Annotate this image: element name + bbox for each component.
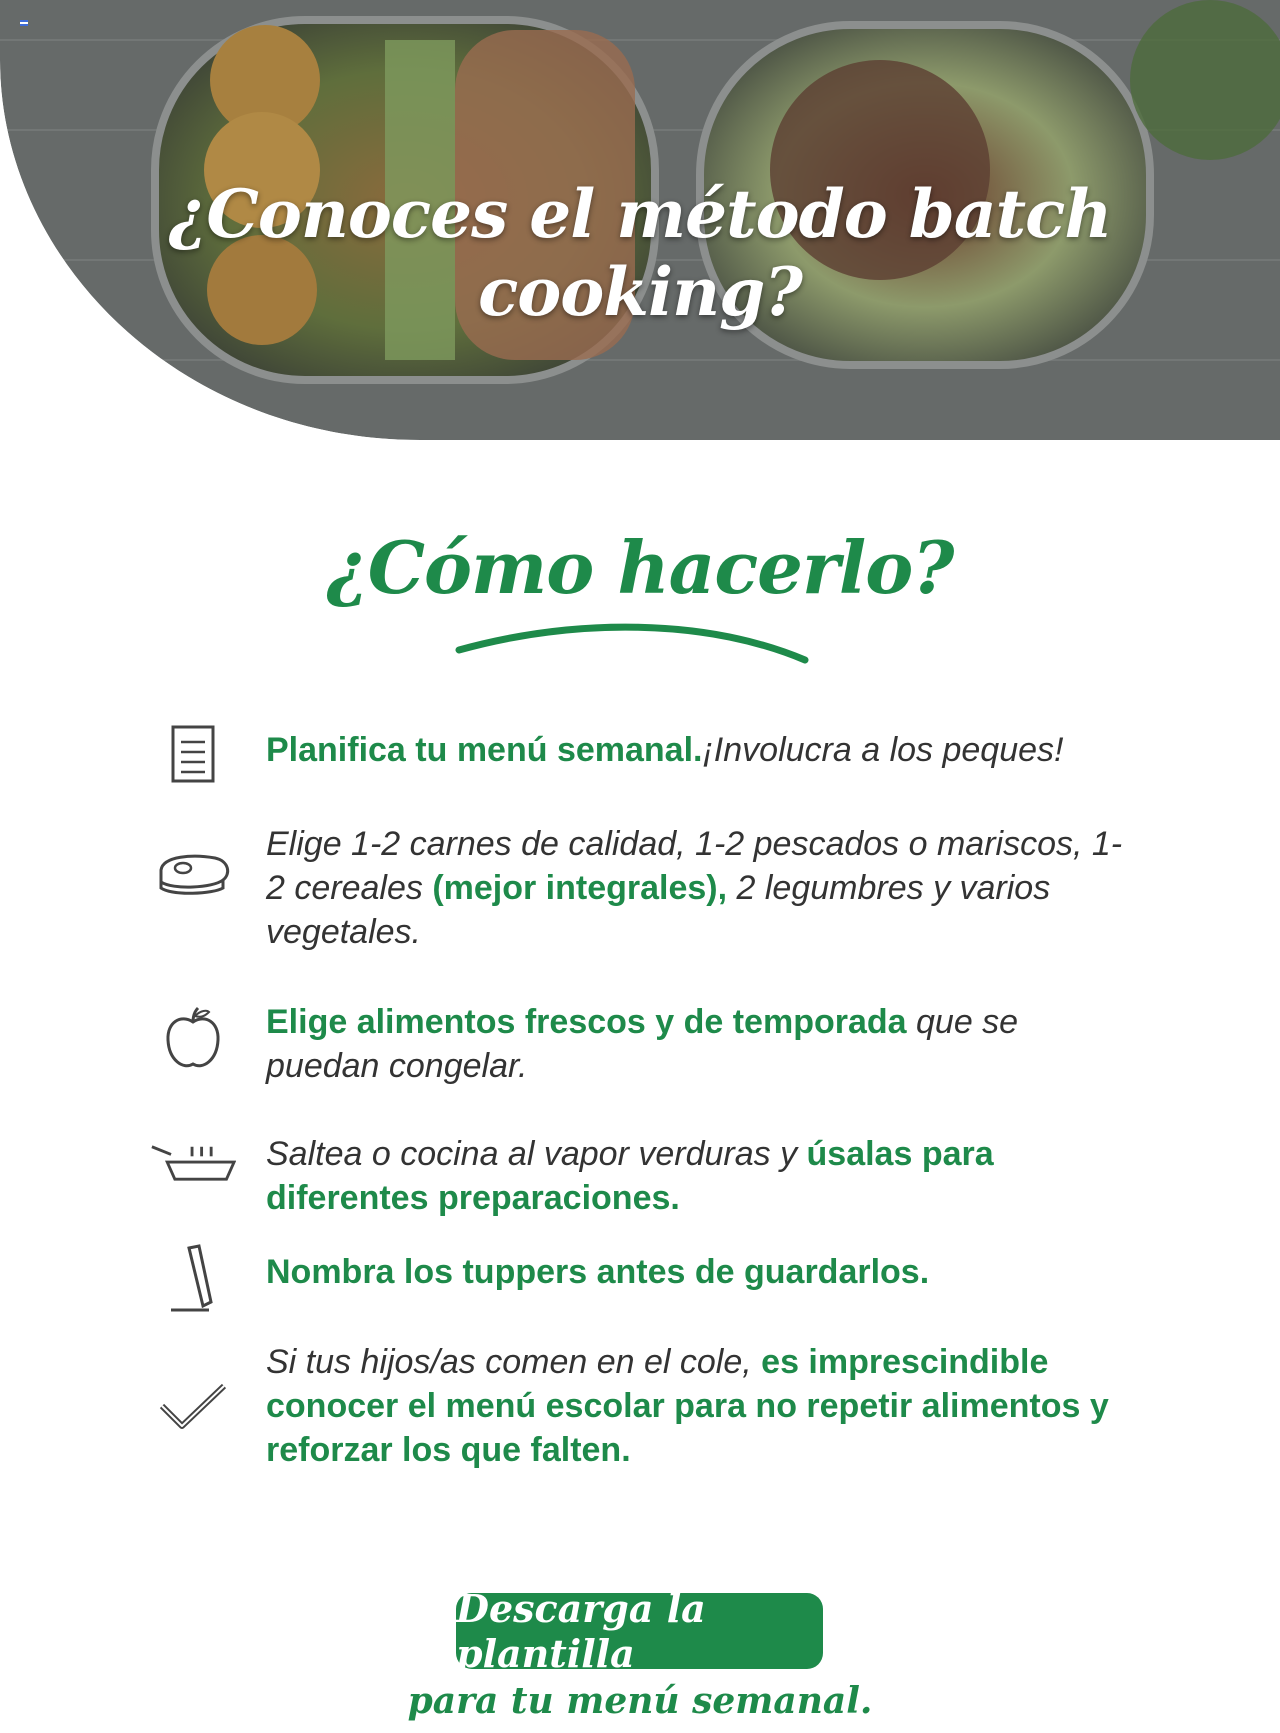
step-item: [150, 1338, 1150, 1478]
step-text-part: Elige alimentos frescos y de temporada: [266, 1003, 907, 1041]
menu-list-icon: [150, 724, 236, 784]
step-text-part: es imprescindible conocer el menú escolar para no repetir alimentos y reforzar los que falten.: [266, 1343, 1109, 1469]
step-item: [150, 998, 1150, 1098]
step-text-part: Elige 1-2 carnes de calidad, 1-2 pescados o mariscos, 1-2 cereales: [266, 825, 1123, 907]
apple-icon: [150, 1006, 236, 1072]
step-text-part: ¡Involucra a los peques!: [702, 731, 1064, 769]
step-text: [266, 1340, 1136, 1472]
checkmark-icon: [150, 1380, 236, 1432]
steak-icon: [150, 850, 236, 900]
hero-title: ¿Conoces el método batch cooking?: [168, 175, 1112, 331]
step-text-part: Nombra los tuppers antes de guardarlos.: [266, 1253, 930, 1291]
pan-icon: [150, 1140, 236, 1186]
download-template-button[interactable]: Descarga la plantilla: [456, 1593, 823, 1669]
cta-subtitle: para tu menú semanal.: [407, 1680, 873, 1722]
step-text-part: Saltea o cocina al vapor verduras y: [266, 1135, 807, 1173]
language-flag-icon[interactable]: [20, 20, 28, 26]
step-text: [266, 1000, 1136, 1088]
pen-icon: [150, 1244, 236, 1314]
step-text-part: que se puedan congelar.: [266, 1003, 1019, 1085]
step-text-part: (mejor integrales),: [432, 869, 728, 907]
step-text-part: úsalas para diferentes preparaciones.: [266, 1135, 994, 1217]
hero-banner: [0, 0, 1280, 440]
step-text-part: Si tus hijos/as comen en el cole,: [266, 1343, 762, 1381]
step-text-part: Planifica tu menú semanal.: [266, 731, 703, 769]
step-item: [150, 1240, 1150, 1320]
step-text: [266, 1132, 1136, 1220]
step-item: [150, 1130, 1150, 1230]
step-text: [266, 1250, 1136, 1294]
title-underline: [455, 618, 815, 668]
step-text-part: 2 legumbres y varios vegetales.: [266, 869, 1051, 951]
section-title: ¿Cómo hacerlo?: [326, 525, 954, 610]
step-text: [266, 822, 1136, 954]
step-text: [266, 728, 1136, 772]
step-item: [150, 820, 1150, 960]
step-item: [150, 720, 1150, 790]
